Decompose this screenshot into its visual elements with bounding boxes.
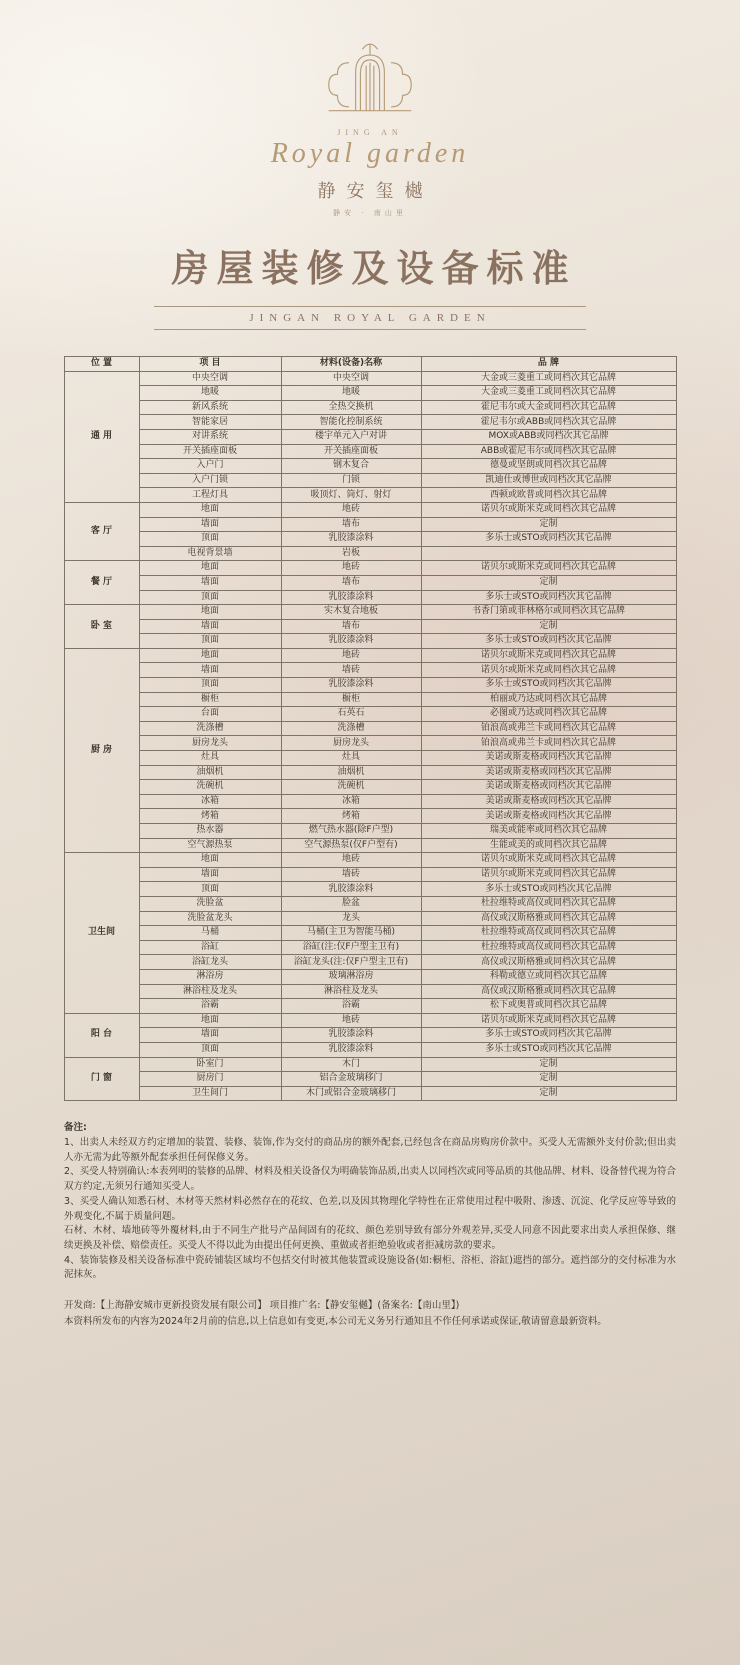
item-cell: 洗脸盆龙头	[139, 911, 281, 926]
brand-cn-name: 静安玺樾	[317, 181, 434, 201]
material-cell: 灶具	[281, 751, 421, 766]
material-cell: 智能化控制系统	[281, 415, 421, 430]
material-cell: 玻璃淋浴房	[281, 969, 421, 984]
item-cell: 智能家居	[139, 415, 281, 430]
table-row	[64, 1028, 676, 1043]
table-row	[64, 473, 676, 488]
material-cell: 楼宇单元入户对讲	[281, 429, 421, 444]
brand-cell: 霍尼韦尔或大金或同档次其它品牌	[421, 400, 676, 415]
table-row	[64, 648, 676, 663]
item-cell: 入户门锁	[139, 473, 281, 488]
location-cell: 通 用	[64, 371, 139, 502]
footer-section	[64, 1298, 676, 1329]
brand-cell: 多乐士或STO或同档次其它品牌	[421, 532, 676, 547]
material-cell: 乳胶漆涂料	[281, 532, 421, 547]
item-cell: 墙面	[139, 517, 281, 532]
material-cell: 冰箱	[281, 794, 421, 809]
item-cell: 热水器	[139, 824, 281, 839]
table-row	[64, 459, 676, 474]
table-row	[64, 371, 676, 386]
brand-tagline: 静安 · 南山里	[333, 209, 407, 217]
note-item: 3、买受人确认知悉石材、木材等天然材料必然存在的花纹、色差,以及因其物理化学特性在正常使用过程中吸附、渗透、沉淀、化学反应等导致的外观变化,不属于质量问题。	[64, 1195, 676, 1222]
table-row	[64, 721, 676, 736]
table-row	[64, 575, 676, 590]
material-cell: 地砖	[281, 853, 421, 868]
item-cell: 地面	[139, 502, 281, 517]
material-cell: 全热交换机	[281, 400, 421, 415]
disclaimer-line: 本资料所发布的内容为2024年2月前的信息,以上信息如有变更,本公司无义务另行通知且不作任何承诺或保证,敬请留意最新资料。	[64, 1315, 607, 1327]
location-cell: 门 窗	[64, 1057, 139, 1101]
brand-cell: 杜拉维特或高仪或同档次其它品牌	[421, 896, 676, 911]
page-subtitle: JINGAN ROYAL GARDEN	[249, 312, 491, 324]
brand-cell: 西顿或欧普或同档次其它品牌	[421, 488, 676, 503]
material-cell: 铝合金玻璃移门	[281, 1072, 421, 1087]
brand-cell: 高仪或汉斯格雅或同档次其它品牌	[421, 984, 676, 999]
table-header-row	[64, 357, 676, 372]
material-cell: 墙砖	[281, 663, 421, 678]
table-row	[64, 488, 676, 503]
location-cell: 厨 房	[64, 648, 139, 852]
item-cell: 地面	[139, 648, 281, 663]
notes-label: 备注:	[64, 1122, 87, 1134]
table-row	[64, 940, 676, 955]
table-row	[64, 561, 676, 576]
table-row	[64, 692, 676, 707]
brand-cell: 书香门第或菲林格尔或同档次其它品牌	[421, 605, 676, 620]
material-cell: 乳胶漆涂料	[281, 1028, 421, 1043]
brand-cell: 铂浪高或弗兰卡或同档次其它品牌	[421, 721, 676, 736]
material-cell: 钢木复合	[281, 459, 421, 474]
item-cell: 中央空调	[139, 371, 281, 386]
material-cell: 墙砖	[281, 867, 421, 882]
table-row	[64, 926, 676, 941]
material-cell: 厨房龙头	[281, 736, 421, 751]
brand-cell: 多乐士或STO或同档次其它品牌	[421, 634, 676, 649]
column-header: 项 目	[139, 357, 281, 372]
material-cell: 烤箱	[281, 809, 421, 824]
brand-cell	[421, 546, 676, 561]
brand-cell: 多乐士或STO或同档次其它品牌	[421, 882, 676, 897]
table-row	[64, 663, 676, 678]
spec-table-body	[64, 371, 676, 1101]
brand-cell: 铂浪高或弗兰卡或同档次其它品牌	[421, 736, 676, 751]
table-row	[64, 517, 676, 532]
item-cell: 入户门	[139, 459, 281, 474]
material-cell: 墙布	[281, 619, 421, 634]
table-row	[64, 824, 676, 839]
material-cell: 浴缸龙头(注:仅F户型主卫有)	[281, 955, 421, 970]
brand-cell: 柏丽或乃达或同档次其它品牌	[421, 692, 676, 707]
item-cell: 顶面	[139, 634, 281, 649]
ornament-gate-icon	[310, 34, 430, 126]
brand-cell: 大金或三菱重工或同档次其它品牌	[421, 386, 676, 401]
item-cell: 浴霸	[139, 999, 281, 1014]
location-cell: 卧 室	[64, 605, 139, 649]
item-cell: 空气源热泵	[139, 838, 281, 853]
brand-cell: 定制	[421, 517, 676, 532]
item-cell: 工程灯具	[139, 488, 281, 503]
table-row	[64, 765, 676, 780]
brand-jingan-text: JING AN	[337, 128, 403, 137]
item-cell: 卧室门	[139, 1057, 281, 1072]
brand-cell: 定制	[421, 575, 676, 590]
brand-cell: 大金或三菱重工或同档次其它品牌	[421, 371, 676, 386]
table-row	[64, 1057, 676, 1072]
material-cell: 中央空调	[281, 371, 421, 386]
location-cell: 客 厅	[64, 502, 139, 560]
item-cell: 墙面	[139, 619, 281, 634]
item-cell: 地面	[139, 605, 281, 620]
material-cell: 浴霸	[281, 999, 421, 1014]
brand-cell: 凯迪仕或博世或同档次其它品牌	[421, 473, 676, 488]
material-cell: 地砖	[281, 502, 421, 517]
table-row	[64, 605, 676, 620]
brand-cell: 霍尼韦尔或ABB或同档次其它品牌	[421, 415, 676, 430]
material-cell: 地砖	[281, 648, 421, 663]
material-cell: 洗涤槽	[281, 721, 421, 736]
brand-script-name: Royal garden	[270, 138, 470, 169]
brand-cell: 生能或美的或同档次其它品牌	[421, 838, 676, 853]
brand-cell: 美诺或斯麦格或同档次其它品牌	[421, 751, 676, 766]
material-cell: 墙布	[281, 575, 421, 590]
table-row	[64, 502, 676, 517]
brand-cell: 杜拉维特或高仪或同档次其它品牌	[421, 940, 676, 955]
item-cell: 顶面	[139, 678, 281, 693]
material-cell: 木门	[281, 1057, 421, 1072]
item-cell: 油烟机	[139, 765, 281, 780]
brand-cell: 美诺或斯麦格或同档次其它品牌	[421, 794, 676, 809]
column-header: 品 牌	[421, 357, 676, 372]
brand-cell: 德曼或坚朗或同档次其它品牌	[421, 459, 676, 474]
brand-cell: 定制	[421, 1072, 676, 1087]
brand-cell: MOX或ABB或同档次其它品牌	[421, 429, 676, 444]
item-cell: 橱柜	[139, 692, 281, 707]
note-item: 4、装饰装修及相关设备标准中瓷砖铺装区域均不包括交付时被其他装置或设施设备(如:橱柜、浴柜、浴缸)遮挡的部分。遮挡部分的交付标准为水泥抹灰。	[64, 1254, 676, 1281]
brand-cell: 多乐士或STO或同档次其它品牌	[421, 1028, 676, 1043]
brand-cell: 瑞美或能率或同档次其它品牌	[421, 824, 676, 839]
material-cell: 乳胶漆涂料	[281, 590, 421, 605]
item-cell: 顶面	[139, 1042, 281, 1057]
material-cell: 龙头	[281, 911, 421, 926]
brand-cell: 诺贝尔或斯米克或同档次其它品牌	[421, 1013, 676, 1028]
brand-cell: 诺贝尔或斯米克或同档次其它品牌	[421, 648, 676, 663]
table-row	[64, 1072, 676, 1087]
brand-cell: 诺贝尔或斯米克或同档次其它品牌	[421, 853, 676, 868]
brand-cell: 杜拉维特或高仪或同档次其它品牌	[421, 926, 676, 941]
notes-list	[64, 1136, 676, 1283]
notes-section	[64, 1121, 676, 1283]
table-row	[64, 736, 676, 751]
item-cell: 地面	[139, 1013, 281, 1028]
item-cell: 电视背景墙	[139, 546, 281, 561]
brand-cell: 高仪或汉斯格雅或同档次其它品牌	[421, 911, 676, 926]
table-row	[64, 619, 676, 634]
table-row	[64, 853, 676, 868]
subtitle-rule	[154, 306, 586, 330]
item-cell: 墙面	[139, 867, 281, 882]
material-cell: 洗碗机	[281, 780, 421, 795]
item-cell: 地暖	[139, 386, 281, 401]
material-cell: 浴缸(注:仅F户型主卫有)	[281, 940, 421, 955]
developer-line: 开发商:【上海静安城市更新投资发展有限公司】 项目推广名:【静安玺樾】(备案名:【南山里】)	[64, 1300, 460, 1312]
material-cell: 门锁	[281, 473, 421, 488]
item-cell: 马桶	[139, 926, 281, 941]
item-cell: 墙面	[139, 1028, 281, 1043]
material-cell: 脸盆	[281, 896, 421, 911]
table-row	[64, 984, 676, 999]
item-cell: 淋浴柱及龙头	[139, 984, 281, 999]
material-cell: 开关插座面板	[281, 444, 421, 459]
spec-table	[64, 356, 677, 1101]
table-row	[64, 400, 676, 415]
table-row	[64, 546, 676, 561]
item-cell: 洗涤槽	[139, 721, 281, 736]
material-cell: 实木复合地板	[281, 605, 421, 620]
column-header: 位 置	[64, 357, 139, 372]
material-cell: 吸顶灯、筒灯、射灯	[281, 488, 421, 503]
item-cell: 地面	[139, 561, 281, 576]
material-cell: 木门或铝合金玻璃移门	[281, 1086, 421, 1101]
brand-cell: 诺贝尔或斯米克或同档次其它品牌	[421, 561, 676, 576]
brand-cell: 科勒或德立或同档次其它品牌	[421, 969, 676, 984]
item-cell: 对讲系统	[139, 429, 281, 444]
item-cell: 淋浴房	[139, 969, 281, 984]
brand-cell: 多乐士或STO或同档次其它品牌	[421, 590, 676, 605]
note-item: 石材、木材、墙地砖等外覆材料,由于不同生产批号产品间固有的花纹、颜色差别导致有部分外观差异,买受人同意不因此要求出卖人承担保修、继续更换及补偿、赔偿责任。买受人不得以此为由提出任何更换、重做或者拒绝验收或者拒减房款的要求。	[64, 1225, 676, 1252]
table-row	[64, 794, 676, 809]
brand-cell: 高仪或汉斯格雅或同档次其它品牌	[421, 955, 676, 970]
item-cell: 厨房龙头	[139, 736, 281, 751]
material-cell: 地砖	[281, 1013, 421, 1028]
table-row	[64, 1086, 676, 1101]
material-cell: 淋浴柱及龙头	[281, 984, 421, 999]
item-cell: 冰箱	[139, 794, 281, 809]
table-row	[64, 386, 676, 401]
brand-cell: ABB或霍尼韦尔或同档次其它品牌	[421, 444, 676, 459]
material-cell: 乳胶漆涂料	[281, 678, 421, 693]
table-row	[64, 1013, 676, 1028]
brand-cell: 美诺或斯麦格或同档次其它品牌	[421, 780, 676, 795]
brand-cell: 多乐士或STO或同档次其它品牌	[421, 1042, 676, 1057]
table-row	[64, 415, 676, 430]
table-row	[64, 444, 676, 459]
item-cell: 浴缸龙头	[139, 955, 281, 970]
table-row	[64, 678, 676, 693]
material-cell: 空气源热泵(仅F户型有)	[281, 838, 421, 853]
brand-cell: 定制	[421, 619, 676, 634]
material-cell: 地暖	[281, 386, 421, 401]
column-header: 材料(设备)名称	[281, 357, 421, 372]
table-row	[64, 809, 676, 824]
brand-cell: 必图或乃达或同档次其它品牌	[421, 707, 676, 722]
brand-cell: 多乐士或STO或同档次其它品牌	[421, 678, 676, 693]
item-cell: 新风系统	[139, 400, 281, 415]
table-row	[64, 590, 676, 605]
item-cell: 顶面	[139, 532, 281, 547]
brand-logo	[0, 34, 740, 218]
item-cell: 厨房门	[139, 1072, 281, 1087]
material-cell: 燃气热水器(除F户型)	[281, 824, 421, 839]
table-row	[64, 634, 676, 649]
note-item: 2、买受人特别确认:本表列明的装修的品牌、材料及相关设备仅为明确装饰品质,出卖人以同档次或同等品质的其他品牌、材料、设备替代视为符合双方约定,无须另行通知买受人。	[64, 1166, 676, 1193]
item-cell: 洗脸盆	[139, 896, 281, 911]
table-row	[64, 838, 676, 853]
table-row	[64, 429, 676, 444]
location-cell: 卫生间	[64, 853, 139, 1014]
item-cell: 洗碗机	[139, 780, 281, 795]
item-cell: 灶具	[139, 751, 281, 766]
item-cell: 烤箱	[139, 809, 281, 824]
material-cell: 乳胶漆涂料	[281, 634, 421, 649]
material-cell: 石英石	[281, 707, 421, 722]
location-cell: 阳 台	[64, 1013, 139, 1057]
table-row	[64, 999, 676, 1014]
item-cell: 墙面	[139, 663, 281, 678]
location-cell: 餐 厅	[64, 561, 139, 605]
item-cell: 开关插座面板	[139, 444, 281, 459]
material-cell: 墙布	[281, 517, 421, 532]
table-row	[64, 896, 676, 911]
table-row	[64, 911, 676, 926]
table-row	[64, 867, 676, 882]
material-cell: 地砖	[281, 561, 421, 576]
table-row	[64, 1042, 676, 1057]
item-cell: 顶面	[139, 882, 281, 897]
table-row	[64, 707, 676, 722]
item-cell: 台面	[139, 707, 281, 722]
table-row	[64, 532, 676, 547]
brand-cell: 美诺或斯麦格或同档次其它品牌	[421, 765, 676, 780]
material-cell: 乳胶漆涂料	[281, 1042, 421, 1057]
table-row	[64, 882, 676, 897]
item-cell: 浴缸	[139, 940, 281, 955]
item-cell: 卫生间门	[139, 1086, 281, 1101]
brand-cell: 定制	[421, 1057, 676, 1072]
material-cell: 岩板	[281, 546, 421, 561]
brand-cell: 定制	[421, 1086, 676, 1101]
item-cell: 地面	[139, 853, 281, 868]
material-cell: 马桶(主卫为智能马桶)	[281, 926, 421, 941]
note-item: 1、出卖人未经双方约定增加的装置、装修、装饰,作为交付的商品房的额外配套,已经包含在商品房购房价款中。买受人无需额外支付价款;但出卖人亦无需为此等额外配套承担任何保修义务。	[64, 1137, 676, 1163]
item-cell: 墙面	[139, 575, 281, 590]
table-row	[64, 955, 676, 970]
brand-cell: 美诺或斯麦格或同档次其它品牌	[421, 809, 676, 824]
brand-cell: 诺贝尔或斯米克或同档次其它品牌	[421, 867, 676, 882]
brand-cell: 诺贝尔或斯米克或同档次其它品牌	[421, 502, 676, 517]
table-row	[64, 780, 676, 795]
brand-cell: 松下或奥普或同档次其它品牌	[421, 999, 676, 1014]
page-title: 房屋装修及设备标准	[171, 249, 577, 290]
brand-cell: 诺贝尔或斯米克或同档次其它品牌	[421, 663, 676, 678]
item-cell: 顶面	[139, 590, 281, 605]
material-cell: 乳胶漆涂料	[281, 882, 421, 897]
table-row	[64, 969, 676, 984]
material-cell: 油烟机	[281, 765, 421, 780]
material-cell: 橱柜	[281, 692, 421, 707]
table-row	[64, 751, 676, 766]
